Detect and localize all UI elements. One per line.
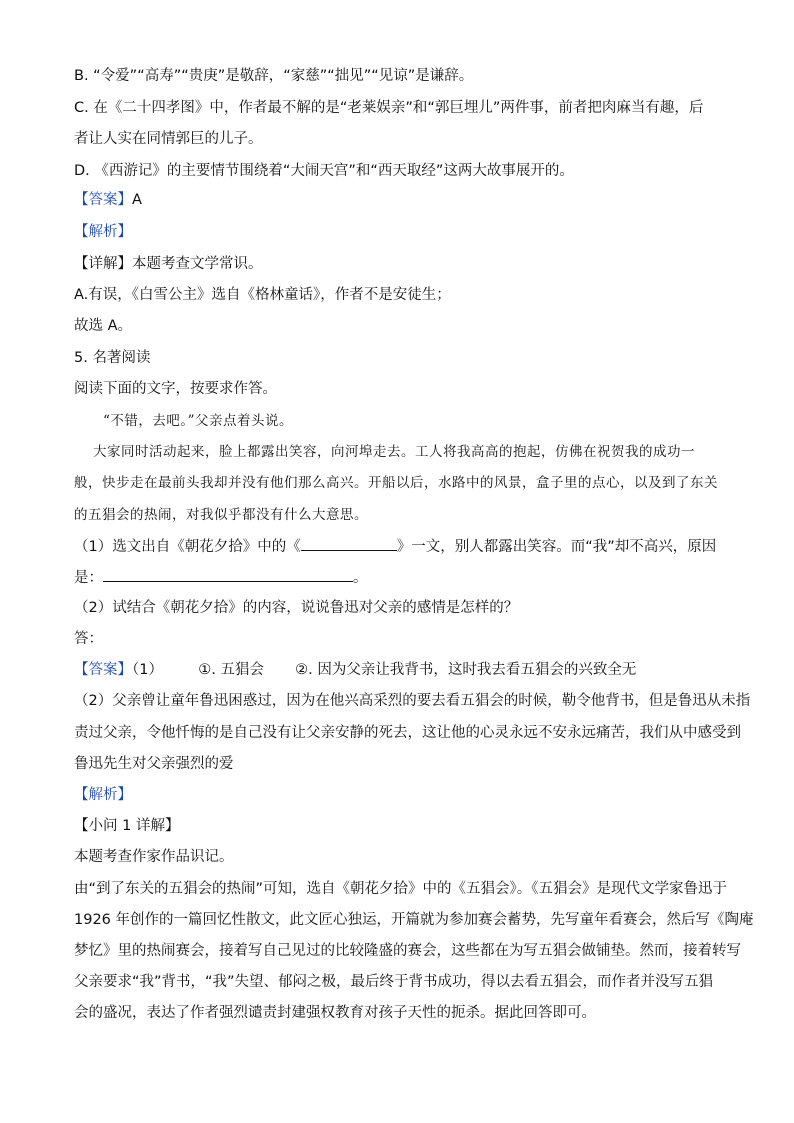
analysis-tag: 【解析】	[74, 787, 132, 803]
circled-number: ①	[198, 662, 212, 678]
sub-detail-tag: 【小问 1 详解】	[74, 818, 180, 834]
detail-tag: 【详解】	[74, 256, 132, 272]
q5-sub1	[74, 536, 716, 557]
q5-sub2: （2）试结合《朝花夕拾》的内容，说说鲁迅对父亲的感情是怎样的？	[74, 600, 519, 616]
fill-blank[interactable]	[301, 536, 397, 551]
ans1-prefix: （1）	[132, 662, 163, 678]
fill-blank[interactable]	[103, 567, 353, 582]
sub1-text-c: 是：	[74, 570, 103, 586]
answer-tag: 【答案】	[74, 192, 132, 208]
answer-tag: 【答案】	[74, 662, 132, 678]
analysis-tag: 【解析】	[74, 224, 132, 240]
q4-detail-line1: A.有误，《白雪公主》选自《格林童话》，作者不是安徒生；	[74, 287, 451, 303]
detail-intro: 本题考查作家作品识记。	[74, 849, 234, 865]
q4-conclusion: 故选 A。	[74, 318, 133, 334]
q4-answer	[74, 190, 142, 210]
passage-line: 般，快步走在最前头我却并没有他们那么高兴。开船以后，水路中的风景，盒子里的点心，以及到了东关	[74, 475, 718, 491]
detail-text: 本题考查文学常识。	[132, 256, 263, 272]
answer-label: 答：	[74, 631, 103, 647]
ans2-line: 责过父亲，令他忏悔的是自己没有让父亲安静的死去，这让他的心灵永远不安永远痛苦，我们从中感受到	[74, 725, 741, 741]
q5-sub1-cont	[74, 567, 368, 588]
detail-line: 1926 年创作的一篇回忆性散文，此文匠心独运，开篇就为参加赛会蓄势，先写童年看赛会，然后写《陶庵	[74, 912, 754, 928]
ans1-item2: . 因为父亲让我背书，这时我去看五猖会的兴致全无	[308, 662, 637, 678]
q5-analysis-tag	[74, 785, 132, 805]
sub1-text-a: （1）选文出自《朝花夕拾》中的《	[74, 539, 301, 555]
sub1-end: 。	[353, 570, 368, 586]
option-c-line2: 者让人实在同情郭巨的儿子。	[74, 131, 263, 147]
q5-title: 5. 名著阅读	[74, 350, 151, 366]
detail-line: 梦忆》里的热闹赛会，接着写自己见过的比较隆盛的赛会，这些都在为写五猖会做铺垫。然而，接着转写	[74, 943, 741, 959]
sub1-text-b: 》一文，别人都露出笑容。而“我”却不高兴，原因	[396, 539, 717, 555]
option-b: B. “令爱”“高寿”“贵庚”是敬辞，“家慈”“拙见”“见谅”是谦辞。	[74, 68, 474, 84]
passage-line: 的五猖会的热闹，对我似乎都没有什么大意思。	[74, 507, 368, 523]
option-c-line1: C. 在《二十四孝图》中，作者最不解的是“老莱娱亲”和“郭巨埋儿”两件事，前者把肉麻当有趣，后	[74, 100, 704, 116]
ans1-item1: . 五猖会	[211, 662, 264, 678]
passage-line: “不错，去吧。”父亲点着头说。	[103, 413, 294, 429]
detail-line: 会的盛况，表达了作者强烈谴责封建强权教育对孩子天性的扼杀。据此回答即可。	[74, 1005, 596, 1021]
q5-instruction: 阅读下面的文字，按要求作答。	[74, 381, 277, 397]
answer-value: A	[132, 192, 142, 208]
circled-number: ②	[295, 662, 309, 678]
q5-answer-1	[74, 660, 636, 680]
ans2-line: （2）父亲曾让童年鲁迅困惑过，因为在他兴高采烈的要去看五猖会的时候，勒令他背书，但是鲁迅从未指	[74, 693, 751, 709]
option-d: D. 《西游记》的主要情节围绕着“大闹天宫”和“西天取经”这两大故事展开的。	[74, 163, 574, 179]
detail-line: 由“到了东关的五猖会的热闹”可知，选自《朝花夕拾》中的《五猖会》。《五猖会》是现代文学家鲁迅于	[74, 881, 728, 897]
q4-detail	[74, 254, 263, 274]
ans2-line: 鲁迅先生对父亲强烈的爱	[74, 756, 234, 772]
passage-line: 大家同时活动起来，脸上都露出笑容，向河埠走去。工人将我高高的抱起，仿佛在祝贺我的成功一	[93, 444, 695, 460]
q4-analysis-tag	[74, 222, 132, 242]
detail-line: 父亲要求“我”背书，“我”失望、郁闷之极，最后终于背书成功，得以去看五猖会，而作者并没写五猖	[74, 974, 714, 990]
